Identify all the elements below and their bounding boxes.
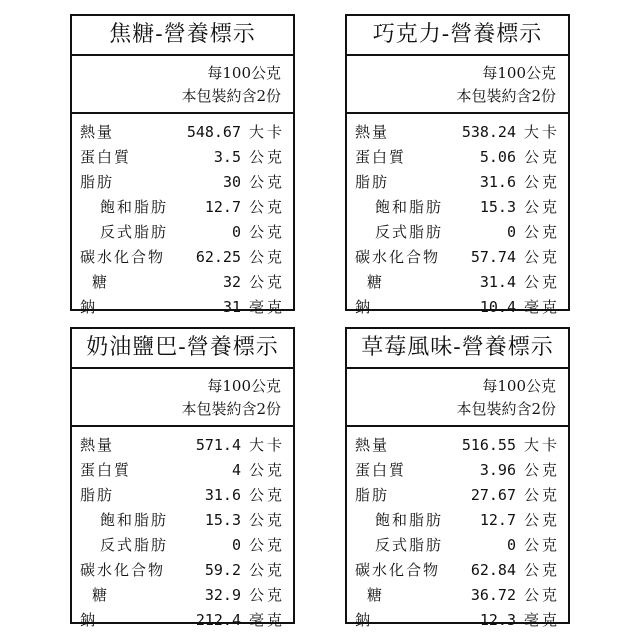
row-fat (72, 170, 293, 195)
row-sugar (347, 270, 568, 295)
row-protein (72, 145, 293, 170)
serving-per: 每100公克 (482, 377, 556, 395)
nutrient-label: 糖 (92, 273, 110, 291)
nutrient-unit: 公克 (248, 461, 285, 479)
nutrient-label: 蛋白質 (355, 461, 407, 479)
row-sugar (347, 583, 568, 608)
nutrient-unit: 毫克 (248, 298, 285, 316)
serving-count: 本包裝約含2份 (456, 400, 556, 418)
nutrient-unit: 公克 (523, 586, 560, 604)
nutrient-label: 熱量 (355, 123, 390, 141)
nutrient-value: 30 (222, 173, 241, 191)
nutrient-unit: 大卡 (248, 436, 285, 454)
nutrient-unit: 公克 (248, 273, 285, 291)
nutrient-unit: 公克 (248, 586, 285, 604)
nutrient-rows (347, 114, 568, 320)
row-saturated-fat (72, 195, 293, 220)
row-sodium (347, 608, 568, 633)
nutrient-value: 12.3 (479, 611, 516, 629)
nutrient-label: 熱量 (80, 123, 115, 141)
row-sodium (72, 608, 293, 633)
nutrient-value: 31.6 (204, 486, 241, 504)
nutrient-value: 57.74 (470, 248, 516, 266)
nutrient-value: 538.24 (461, 123, 516, 141)
row-energy (347, 433, 568, 458)
nutrient-value: 12.7 (204, 198, 241, 216)
nutrient-unit: 公克 (523, 248, 560, 266)
nutrient-value: 4 (231, 461, 241, 479)
row-sodium (347, 295, 568, 320)
nutrient-unit: 毫克 (523, 611, 560, 629)
nutrient-unit: 公克 (523, 461, 560, 479)
nutrient-label: 脂肪 (80, 173, 115, 191)
nutrient-label: 飽和脂肪 (375, 198, 444, 216)
card-title: 奶油鹽巴-營養標示 (72, 329, 293, 369)
nutrient-rows (72, 114, 293, 320)
nutrient-rows (347, 427, 568, 633)
nutrient-label: 鈉 (80, 611, 98, 629)
nutrient-label: 脂肪 (80, 486, 115, 504)
nutrient-label: 碳水化合物 (80, 248, 166, 266)
row-energy (72, 120, 293, 145)
nutrient-label: 糖 (92, 586, 110, 604)
nutrient-value: 27.67 (470, 486, 516, 504)
nutrient-value: 31.6 (479, 173, 516, 191)
row-carbohydrate (347, 245, 568, 270)
nutrient-label: 糖 (367, 586, 385, 604)
nutrient-label: 鈉 (355, 298, 373, 316)
row-protein (72, 458, 293, 483)
nutrient-label: 飽和脂肪 (375, 511, 444, 529)
nutrient-unit: 公克 (248, 486, 285, 504)
nutrition-card-chocolate (345, 14, 570, 316)
card-title: 焦糖-營養標示 (72, 16, 293, 56)
nutrient-unit: 大卡 (523, 123, 560, 141)
nutrient-label: 飽和脂肪 (100, 198, 169, 216)
row-protein (347, 458, 568, 483)
row-trans-fat (347, 220, 568, 245)
row-saturated-fat (72, 508, 293, 533)
row-sodium (72, 295, 293, 320)
nutrient-value: 31 (222, 298, 241, 316)
row-fat (347, 170, 568, 195)
nutrient-label: 碳水化合物 (80, 561, 166, 579)
nutrient-value: 3.96 (479, 461, 516, 479)
nutrient-value: 5.06 (479, 148, 516, 166)
nutrient-value: 571.4 (195, 436, 241, 454)
serving-count: 本包裝約含2份 (181, 400, 281, 418)
nutrient-value: 31.4 (479, 273, 516, 291)
nutrient-value: 32 (222, 273, 241, 291)
nutrient-value: 10.4 (479, 298, 516, 316)
row-carbohydrate (72, 558, 293, 583)
nutrient-value: 32.9 (204, 586, 241, 604)
serving-info (347, 56, 568, 114)
row-trans-fat (72, 533, 293, 558)
serving-info (72, 56, 293, 114)
nutrient-unit: 公克 (248, 173, 285, 191)
serving-per: 每100公克 (207, 64, 281, 82)
serving-per: 每100公克 (482, 64, 556, 82)
nutrient-label: 鈉 (80, 298, 98, 316)
nutrient-unit: 公克 (523, 173, 560, 191)
nutrient-label: 反式脂肪 (375, 536, 444, 554)
nutrient-value: 12.7 (479, 511, 516, 529)
nutrient-unit: 公克 (523, 536, 560, 554)
nutrient-unit: 毫克 (248, 611, 285, 629)
nutrient-value: 0 (506, 223, 516, 241)
row-fat (347, 483, 568, 508)
nutrient-unit: 公克 (248, 536, 285, 554)
nutrient-unit: 公克 (248, 561, 285, 579)
nutrient-label: 熱量 (355, 436, 390, 454)
row-saturated-fat (347, 508, 568, 533)
card-title: 巧克力-營養標示 (347, 16, 568, 56)
nutrient-value: 0 (231, 536, 241, 554)
row-protein (347, 145, 568, 170)
row-carbohydrate (72, 245, 293, 270)
nutrient-value: 15.3 (204, 511, 241, 529)
nutrition-card-butter-salt (70, 327, 295, 629)
nutrient-unit: 公克 (248, 148, 285, 166)
nutrient-unit: 毫克 (523, 298, 560, 316)
nutrient-label: 鈉 (355, 611, 373, 629)
nutrient-value: 548.67 (186, 123, 241, 141)
nutrient-label: 反式脂肪 (100, 223, 169, 241)
row-sugar (72, 270, 293, 295)
nutrition-card-caramel (70, 14, 295, 316)
nutrient-rows (72, 427, 293, 633)
nutrient-label: 蛋白質 (355, 148, 407, 166)
nutrient-value: 0 (506, 536, 516, 554)
nutrient-value: 0 (231, 223, 241, 241)
row-energy (72, 433, 293, 458)
nutrient-value: 212.4 (195, 611, 241, 629)
row-sugar (72, 583, 293, 608)
serving-count: 本包裝約含2份 (181, 87, 281, 105)
nutrient-value: 15.3 (479, 198, 516, 216)
nutrient-unit: 公克 (248, 198, 285, 216)
nutrient-unit: 公克 (523, 273, 560, 291)
nutrient-value: 62.84 (470, 561, 516, 579)
row-saturated-fat (347, 195, 568, 220)
row-trans-fat (347, 533, 568, 558)
nutrient-unit: 公克 (248, 223, 285, 241)
nutrient-value: 3.5 (213, 148, 241, 166)
nutrient-unit: 公克 (248, 511, 285, 529)
nutrient-unit: 公克 (523, 198, 560, 216)
nutrient-label: 脂肪 (355, 486, 390, 504)
nutrient-unit: 公克 (248, 248, 285, 266)
nutrient-unit: 公克 (523, 223, 560, 241)
nutrient-unit: 大卡 (523, 436, 560, 454)
nutrient-unit: 公克 (523, 148, 560, 166)
nutrient-value: 516.55 (461, 436, 516, 454)
row-carbohydrate (347, 558, 568, 583)
card-title: 草莓風味-營養標示 (347, 329, 568, 369)
nutrient-label: 反式脂肪 (100, 536, 169, 554)
serving-count: 本包裝約含2份 (456, 87, 556, 105)
nutrient-value: 36.72 (470, 586, 516, 604)
row-energy (347, 120, 568, 145)
nutrient-label: 熱量 (80, 436, 115, 454)
serving-per: 每100公克 (207, 377, 281, 395)
nutrient-unit: 大卡 (248, 123, 285, 141)
nutrient-value: 62.25 (195, 248, 241, 266)
nutrient-label: 糖 (367, 273, 385, 291)
nutrient-unit: 公克 (523, 561, 560, 579)
row-fat (72, 483, 293, 508)
serving-info (347, 369, 568, 427)
serving-info (72, 369, 293, 427)
nutrition-card-strawberry (345, 327, 570, 629)
row-trans-fat (72, 220, 293, 245)
nutrient-label: 蛋白質 (80, 148, 132, 166)
nutrient-label: 飽和脂肪 (100, 511, 169, 529)
nutrient-label: 碳水化合物 (355, 248, 441, 266)
nutrient-label: 蛋白質 (80, 461, 132, 479)
nutrient-label: 反式脂肪 (375, 223, 444, 241)
nutrient-value: 59.2 (204, 561, 241, 579)
nutrient-label: 脂肪 (355, 173, 390, 191)
nutrient-unit: 公克 (523, 486, 560, 504)
nutrient-unit: 公克 (523, 511, 560, 529)
nutrient-label: 碳水化合物 (355, 561, 441, 579)
